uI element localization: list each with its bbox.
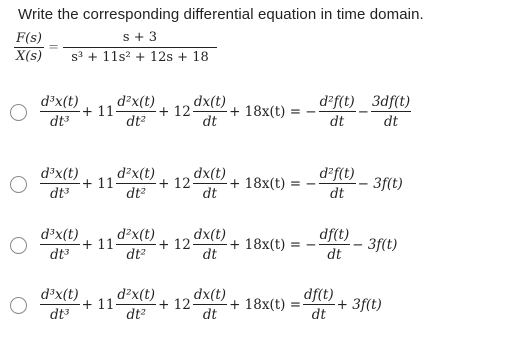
coef-12: + 12: [158, 104, 191, 120]
option-b-equation: [39, 166, 404, 202]
term-d2f: $\frac{\text{d²f(t)}}{dt}$: [319, 94, 355, 130]
term-d3x: $\frac{\text{d³x(t)}}{\text{dt³}}$: [41, 227, 79, 263]
tf-rhs-fraction: [63, 30, 217, 65]
tf-lhs-fraction: [14, 31, 44, 64]
radio-button-c[interactable]: [10, 237, 27, 254]
question-prompt: Write the corresponding differential equation in time domain.: [18, 6, 424, 23]
transfer-function: [14, 30, 217, 65]
middle-terms: + 18x(t) = −: [229, 237, 317, 253]
coef-12: + 12: [158, 237, 191, 253]
radio-button-a[interactable]: [10, 104, 27, 121]
tf-lhs-denominator: X(s): [16, 49, 43, 64]
option-d-equation: [39, 287, 383, 323]
tf-rhs-numerator: s + 3: [63, 30, 217, 48]
middle-terms: + 18x(t) =: [229, 297, 302, 313]
option-c-equation: [39, 227, 398, 263]
term-d2f: $\frac{\text{d²f(t)}}{dt}$: [319, 166, 355, 202]
coef-11: + 11: [81, 104, 115, 120]
coef-12: + 12: [158, 297, 191, 313]
middle-terms: + 18x(t) = −: [229, 104, 317, 120]
middle-terms: + 18x(t) = −: [229, 176, 317, 192]
term-d2x: $\frac{\text{d²x(t)}}{\text{dt²}}$: [117, 166, 156, 202]
term-d2x: $\frac{\text{d²x(t)}}{\text{dt²}}$: [117, 227, 156, 263]
tail-term: − 3f(t): [352, 237, 398, 253]
rhs-operator: −: [357, 104, 369, 120]
term-d3x: $\frac{\text{d³x(t)}}{\text{dt³}}$: [41, 287, 79, 323]
term-dx: $\frac{dx(t)}{dt}$: [193, 227, 227, 263]
term-d2x: $\frac{\text{d²x(t)}}{\text{dt²}}$: [117, 94, 156, 130]
answer-option-a[interactable]: [10, 94, 412, 130]
term-d3x: $\frac{\text{d³x(t)}}{\text{dt³}}$: [41, 94, 79, 130]
term-df: $\frac{df(t)}{dt}$: [304, 287, 334, 323]
term-dx: $\frac{dx(t)}{dt}$: [193, 287, 227, 323]
radio-button-d[interactable]: [10, 297, 27, 314]
tail-term: − 3f(t): [357, 176, 403, 192]
term-d2x: $\frac{\text{d²x(t)}}{\text{dt²}}$: [117, 287, 156, 323]
term-d3x: $\frac{\text{d³x(t)}}{\text{dt³}}$: [41, 166, 79, 202]
answer-option-c[interactable]: [10, 227, 398, 263]
coef-11: + 11: [81, 176, 115, 192]
coef-12: + 12: [158, 176, 191, 192]
option-a-equation: [39, 94, 412, 130]
term-3df: $\frac{3df(t)}{dt}$: [371, 94, 411, 130]
coef-11: + 11: [81, 297, 115, 313]
term-dx: $\frac{dx(t)}{dt}$: [193, 166, 227, 202]
coef-11: + 11: [81, 237, 115, 253]
term-df: $\frac{df(t)}{dt}$: [319, 227, 350, 263]
answer-option-d[interactable]: [10, 287, 383, 323]
tf-rhs-denominator: s³ + 11s² + 12s + 18: [71, 50, 209, 65]
tf-lhs-numerator: F(s): [16, 31, 42, 46]
tf-equals: =: [48, 40, 59, 55]
radio-button-b[interactable]: [10, 176, 27, 193]
answer-option-b[interactable]: [10, 166, 404, 202]
tail-term: + 3f(t): [336, 297, 382, 313]
term-dx: $\frac{dx(t)}{dt}$: [193, 94, 227, 130]
